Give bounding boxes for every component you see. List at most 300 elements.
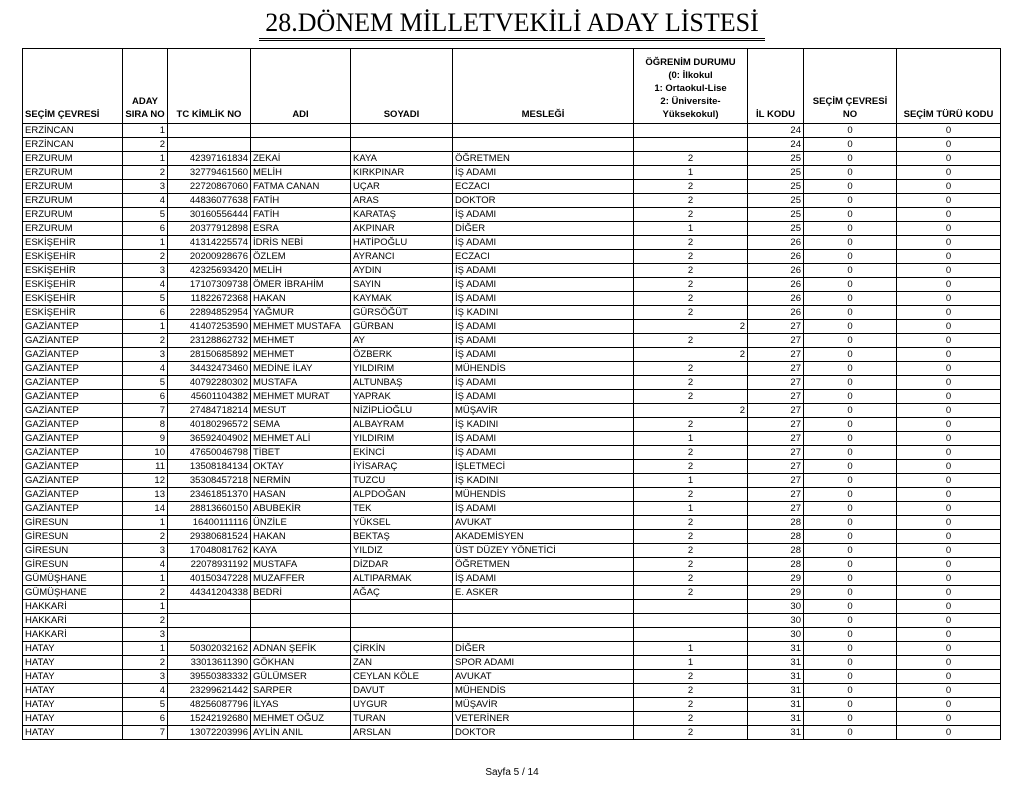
table-row <box>23 208 1001 222</box>
cell-il-kodu: 30 <box>748 614 804 628</box>
cell-adi: ÖZLEM <box>251 250 351 264</box>
cell-tc-kimlik-no: 17107309738 <box>168 278 251 292</box>
cell-il-kodu: 30 <box>748 628 804 642</box>
cell-tc-kimlik-no: 47650046798 <box>168 446 251 460</box>
cell-secim-cevresi: HAKKARİ <box>23 600 123 614</box>
page-footer: Sayfa 5 / 14 <box>485 767 539 778</box>
cell-ogrenim-durumu: 2 <box>634 208 748 222</box>
cell-secim-cevresi-no: 0 <box>804 628 897 642</box>
cell-meslegi: İŞ ADAMI <box>453 572 634 586</box>
table-row <box>23 292 1001 306</box>
cell-secim-cevresi: GİRESUN <box>23 516 123 530</box>
cell-meslegi: İŞ ADAMI <box>453 376 634 390</box>
table-row <box>23 390 1001 404</box>
cell-aday-sira-no: 6 <box>123 306 168 320</box>
cell-meslegi: İŞ ADAMI <box>453 278 634 292</box>
cell-secim-cevresi-no: 0 <box>804 306 897 320</box>
cell-soyadi: YÜKSEL <box>351 516 453 530</box>
cell-secim-cevresi: HAKKARİ <box>23 614 123 628</box>
cell-aday-sira-no: 5 <box>123 698 168 712</box>
cell-il-kodu: 27 <box>748 348 804 362</box>
cell-soyadi: ALTIPARMAK <box>351 572 453 586</box>
cell-adi: MELİH <box>251 264 351 278</box>
cell-aday-sira-no: 2 <box>123 586 168 600</box>
cell-tc-kimlik-no: 23461851370 <box>168 488 251 502</box>
cell-ogrenim-durumu: 2 <box>634 250 748 264</box>
cell-adi: GÜLÜMSER <box>251 670 351 684</box>
cell-il-kodu: 28 <box>748 558 804 572</box>
cell-aday-sira-no: 1 <box>123 642 168 656</box>
header-il-kodu: İL KODU <box>748 49 804 124</box>
cell-soyadi: DAVUT <box>351 684 453 698</box>
cell-tc-kimlik-no: 42325693420 <box>168 264 251 278</box>
cell-adi: MEHMET MURAT <box>251 390 351 404</box>
cell-adi: HAKAN <box>251 292 351 306</box>
table-row <box>23 446 1001 460</box>
cell-il-kodu: 30 <box>748 600 804 614</box>
cell-aday-sira-no: 1 <box>123 236 168 250</box>
cell-adi: YAĞMUR <box>251 306 351 320</box>
cell-ogrenim-durumu: 1 <box>634 642 748 656</box>
cell-secim-cevresi-no: 0 <box>804 264 897 278</box>
cell-ogrenim-durumu <box>634 600 748 614</box>
cell-secim-cevresi-no: 0 <box>804 726 897 740</box>
cell-adi <box>251 138 351 152</box>
cell-secim-cevresi-no: 0 <box>804 194 897 208</box>
cell-il-kodu: 26 <box>748 306 804 320</box>
cell-soyadi: UÇAR <box>351 180 453 194</box>
cell-soyadi: CEYLAN KÖLE <box>351 670 453 684</box>
cell-ogrenim-durumu: 2 <box>634 306 748 320</box>
cell-soyadi: ÖZBERK <box>351 348 453 362</box>
cell-tc-kimlik-no <box>168 614 251 628</box>
cell-aday-sira-no: 9 <box>123 432 168 446</box>
cell-il-kodu: 31 <box>748 726 804 740</box>
cell-secim-cevresi-no: 0 <box>804 684 897 698</box>
cell-meslegi: AVUKAT <box>453 670 634 684</box>
cell-secim-cevresi: GAZİANTEP <box>23 460 123 474</box>
cell-secim-cevresi-no: 0 <box>804 670 897 684</box>
cell-il-kodu: 25 <box>748 152 804 166</box>
cell-secim-cevresi: ERZURUM <box>23 180 123 194</box>
table-row <box>23 712 1001 726</box>
cell-secim-cevresi: GAZİANTEP <box>23 446 123 460</box>
cell-tc-kimlik-no: 13508184134 <box>168 460 251 474</box>
cell-meslegi: İŞ KADINI <box>453 474 634 488</box>
cell-meslegi: İŞ ADAMI <box>453 334 634 348</box>
cell-ogrenim-durumu: 2 <box>634 152 748 166</box>
cell-adi: HASAN <box>251 488 351 502</box>
cell-secim-cevresi-no: 0 <box>804 208 897 222</box>
cell-secim-turu-kodu: 0 <box>897 208 1001 222</box>
cell-il-kodu: 31 <box>748 670 804 684</box>
cell-secim-cevresi-no: 0 <box>804 460 897 474</box>
cell-aday-sira-no: 2 <box>123 166 168 180</box>
cell-secim-turu-kodu: 0 <box>897 166 1001 180</box>
cell-secim-turu-kodu: 0 <box>897 572 1001 586</box>
cell-secim-cevresi-no: 0 <box>804 320 897 334</box>
cell-meslegi: MÜŞAVİR <box>453 698 634 712</box>
cell-secim-turu-kodu: 0 <box>897 502 1001 516</box>
cell-secim-cevresi: GİRESUN <box>23 544 123 558</box>
cell-secim-cevresi-no: 0 <box>804 292 897 306</box>
cell-ogrenim-durumu: 2 <box>634 348 748 362</box>
cell-secim-cevresi-no: 0 <box>804 530 897 544</box>
cell-meslegi: DOKTOR <box>453 726 634 740</box>
cell-secim-cevresi-no: 0 <box>804 166 897 180</box>
cell-il-kodu: 27 <box>748 376 804 390</box>
cell-soyadi: ZAN <box>351 656 453 670</box>
cell-adi: MUSTAFA <box>251 558 351 572</box>
table-row <box>23 586 1001 600</box>
cell-il-kodu: 26 <box>748 236 804 250</box>
cell-il-kodu: 29 <box>748 586 804 600</box>
cell-soyadi: YILDIRIM <box>351 432 453 446</box>
cell-secim-cevresi-no: 0 <box>804 348 897 362</box>
cell-soyadi <box>351 138 453 152</box>
cell-secim-cevresi: HATAY <box>23 642 123 656</box>
table-row <box>23 628 1001 642</box>
cell-secim-turu-kodu: 0 <box>897 670 1001 684</box>
cell-aday-sira-no: 12 <box>123 474 168 488</box>
table-row <box>23 166 1001 180</box>
cell-aday-sira-no: 4 <box>123 362 168 376</box>
table-row <box>23 544 1001 558</box>
cell-adi: BEDRİ <box>251 586 351 600</box>
cell-secim-cevresi: GAZİANTEP <box>23 390 123 404</box>
header-aday-line1: ADAY <box>131 96 159 107</box>
table-row <box>23 334 1001 348</box>
cell-meslegi: İŞ ADAMI <box>453 320 634 334</box>
cell-secim-turu-kodu: 0 <box>897 516 1001 530</box>
cell-il-kodu: 24 <box>748 138 804 152</box>
cell-secim-turu-kodu: 0 <box>897 614 1001 628</box>
cell-aday-sira-no: 4 <box>123 194 168 208</box>
cell-tc-kimlik-no: 20377912898 <box>168 222 251 236</box>
cell-secim-turu-kodu: 0 <box>897 558 1001 572</box>
cell-secim-turu-kodu: 0 <box>897 222 1001 236</box>
cell-ogrenim-durumu <box>634 138 748 152</box>
cell-secim-cevresi: GAZİANTEP <box>23 348 123 362</box>
cell-secim-cevresi: HATAY <box>23 712 123 726</box>
cell-secim-turu-kodu: 0 <box>897 362 1001 376</box>
cell-meslegi: İŞ KADINI <box>453 418 634 432</box>
cell-ogrenim-durumu: 1 <box>634 432 748 446</box>
cell-ogrenim-durumu: 1 <box>634 166 748 180</box>
cell-tc-kimlik-no: 20200928676 <box>168 250 251 264</box>
table-row <box>23 180 1001 194</box>
cell-tc-kimlik-no: 22894852954 <box>168 306 251 320</box>
cell-adi: MEHMET <box>251 348 351 362</box>
cell-aday-sira-no: 1 <box>123 600 168 614</box>
table-row <box>23 124 1001 138</box>
cell-il-kodu: 27 <box>748 404 804 418</box>
cell-aday-sira-no: 1 <box>123 320 168 334</box>
cell-secim-cevresi: ERZİNCAN <box>23 138 123 152</box>
cell-tc-kimlik-no: 40180296572 <box>168 418 251 432</box>
cell-soyadi: TEK <box>351 502 453 516</box>
cell-il-kodu: 29 <box>748 572 804 586</box>
cell-il-kodu: 24 <box>748 124 804 138</box>
table-row <box>23 558 1001 572</box>
cell-aday-sira-no: 2 <box>123 530 168 544</box>
cell-meslegi: MÜŞAVİR <box>453 404 634 418</box>
cell-secim-cevresi-no: 0 <box>804 516 897 530</box>
cell-secim-turu-kodu: 0 <box>897 306 1001 320</box>
cell-secim-cevresi: GİRESUN <box>23 530 123 544</box>
cell-tc-kimlik-no: 35308457218 <box>168 474 251 488</box>
cell-aday-sira-no: 13 <box>123 488 168 502</box>
cell-secim-turu-kodu: 0 <box>897 334 1001 348</box>
cell-ogrenim-durumu: 1 <box>634 474 748 488</box>
cell-soyadi <box>351 614 453 628</box>
cell-secim-cevresi-no: 0 <box>804 586 897 600</box>
cell-secim-cevresi-no: 0 <box>804 600 897 614</box>
cell-adi: ADNAN ŞEFİK <box>251 642 351 656</box>
cell-soyadi: ALPDOĞAN <box>351 488 453 502</box>
cell-secim-cevresi: ERZURUM <box>23 222 123 236</box>
cell-secim-cevresi: ESKİŞEHİR <box>23 236 123 250</box>
cell-secim-cevresi: HATAY <box>23 726 123 740</box>
cell-tc-kimlik-no <box>168 628 251 642</box>
cell-adi: FATİH <box>251 194 351 208</box>
cell-secim-turu-kodu: 0 <box>897 404 1001 418</box>
cell-aday-sira-no: 7 <box>123 726 168 740</box>
cell-soyadi <box>351 628 453 642</box>
cell-secim-cevresi-no: 0 <box>804 558 897 572</box>
cell-meslegi: İŞ ADAMI <box>453 264 634 278</box>
cell-secim-cevresi: ERZİNCAN <box>23 124 123 138</box>
table-row <box>23 656 1001 670</box>
cell-ogrenim-durumu: 2 <box>634 292 748 306</box>
cell-secim-turu-kodu: 0 <box>897 264 1001 278</box>
cell-meslegi: ECZACI <box>453 250 634 264</box>
cell-ogrenim-durumu: 2 <box>634 670 748 684</box>
cell-soyadi: HATİPOĞLU <box>351 236 453 250</box>
cell-secim-turu-kodu: 0 <box>897 292 1001 306</box>
cell-secim-cevresi: GAZİANTEP <box>23 404 123 418</box>
cell-adi: ZEKAİ <box>251 152 351 166</box>
cell-ogrenim-durumu: 2 <box>634 586 748 600</box>
header-ogrenim-line3: 1: Ortaokul-Lise <box>654 83 727 94</box>
cell-secim-cevresi-no: 0 <box>804 138 897 152</box>
table-row <box>23 516 1001 530</box>
cell-secim-cevresi-no: 0 <box>804 362 897 376</box>
cell-adi: FATMA CANAN <box>251 180 351 194</box>
cell-adi: MUSTAFA <box>251 376 351 390</box>
cell-secim-turu-kodu: 0 <box>897 320 1001 334</box>
table-row <box>23 376 1001 390</box>
cell-soyadi: AKPINAR <box>351 222 453 236</box>
cell-aday-sira-no: 14 <box>123 502 168 516</box>
cell-meslegi: İŞ ADAMI <box>453 166 634 180</box>
cell-secim-turu-kodu: 0 <box>897 418 1001 432</box>
cell-meslegi: İŞ ADAMI <box>453 236 634 250</box>
cell-secim-turu-kodu: 0 <box>897 600 1001 614</box>
table-row <box>23 572 1001 586</box>
cell-secim-cevresi-no: 0 <box>804 222 897 236</box>
header-meslegi: MESLEĞİ <box>453 49 634 124</box>
cell-secim-cevresi: HATAY <box>23 656 123 670</box>
cell-secim-cevresi-no: 0 <box>804 376 897 390</box>
cell-tc-kimlik-no: 33013611390 <box>168 656 251 670</box>
cell-meslegi: İŞ ADAMI <box>453 502 634 516</box>
cell-adi: NERMİN <box>251 474 351 488</box>
cell-secim-turu-kodu: 0 <box>897 460 1001 474</box>
cell-soyadi: İYİSARAÇ <box>351 460 453 474</box>
cell-il-kodu: 28 <box>748 544 804 558</box>
cell-secim-cevresi-no: 0 <box>804 180 897 194</box>
cell-aday-sira-no: 1 <box>123 152 168 166</box>
cell-soyadi: YAPRAK <box>351 390 453 404</box>
cell-adi <box>251 614 351 628</box>
header-ogrenim-durumu <box>634 49 748 124</box>
cell-meslegi: AKADEMİSYEN <box>453 530 634 544</box>
cell-ogrenim-durumu: 2 <box>634 320 748 334</box>
cell-secim-cevresi: ERZURUM <box>23 166 123 180</box>
cell-tc-kimlik-no: 23299621442 <box>168 684 251 698</box>
table-row <box>23 614 1001 628</box>
cell-meslegi: VETERİNER <box>453 712 634 726</box>
cell-soyadi: NİZİPLİOĞLU <box>351 404 453 418</box>
cell-tc-kimlik-no: 42397161834 <box>168 152 251 166</box>
cell-meslegi: ÖĞRETMEN <box>453 152 634 166</box>
cell-secim-cevresi: GAZİANTEP <box>23 376 123 390</box>
header-aday-line2: SIRA NO <box>125 109 165 120</box>
cell-aday-sira-no: 6 <box>123 222 168 236</box>
cell-secim-turu-kodu: 0 <box>897 138 1001 152</box>
cell-ogrenim-durumu: 2 <box>634 278 748 292</box>
cell-meslegi: ÖĞRETMEN <box>453 558 634 572</box>
cell-ogrenim-durumu: 1 <box>634 656 748 670</box>
cell-soyadi: KAYMAK <box>351 292 453 306</box>
table-row <box>23 264 1001 278</box>
cell-adi: MEDİNE İLAY <box>251 362 351 376</box>
header-ogrenim-line2: (0: İlkokul <box>668 70 713 81</box>
cell-il-kodu: 31 <box>748 712 804 726</box>
cell-adi <box>251 124 351 138</box>
cell-secim-cevresi-no: 0 <box>804 278 897 292</box>
cell-adi: ABUBEKİR <box>251 502 351 516</box>
cell-secim-cevresi: HAKKARİ <box>23 628 123 642</box>
table-row <box>23 404 1001 418</box>
cell-secim-cevresi: GAZİANTEP <box>23 502 123 516</box>
cell-soyadi <box>351 600 453 614</box>
cell-il-kodu: 27 <box>748 432 804 446</box>
cell-secim-turu-kodu: 0 <box>897 446 1001 460</box>
table-row <box>23 530 1001 544</box>
cell-secim-cevresi: GAZİANTEP <box>23 418 123 432</box>
cell-meslegi: SPOR ADAMI <box>453 656 634 670</box>
table-body <box>23 124 1001 740</box>
header-ogrenim-line1: ÖĞRENİM DURUMU <box>645 57 736 68</box>
cell-secim-cevresi: ESKİŞEHİR <box>23 264 123 278</box>
cell-aday-sira-no: 1 <box>123 572 168 586</box>
cell-il-kodu: 26 <box>748 250 804 264</box>
table-row <box>23 642 1001 656</box>
cell-soyadi: KAYA <box>351 152 453 166</box>
cell-ogrenim-durumu: 2 <box>634 488 748 502</box>
cell-adi: MEHMET <box>251 334 351 348</box>
cell-tc-kimlik-no: 41314225574 <box>168 236 251 250</box>
cell-secim-turu-kodu: 0 <box>897 390 1001 404</box>
table-row <box>23 670 1001 684</box>
cell-aday-sira-no: 3 <box>123 628 168 642</box>
cell-il-kodu: 28 <box>748 516 804 530</box>
cell-il-kodu: 25 <box>748 222 804 236</box>
cell-ogrenim-durumu: 2 <box>634 530 748 544</box>
cell-tc-kimlik-no: 41407253590 <box>168 320 251 334</box>
cell-secim-turu-kodu: 0 <box>897 180 1001 194</box>
cell-ogrenim-durumu: 2 <box>634 572 748 586</box>
cell-aday-sira-no: 3 <box>123 264 168 278</box>
cell-secim-cevresi: HATAY <box>23 684 123 698</box>
cell-tc-kimlik-no: 16400111116 <box>168 516 251 530</box>
cell-il-kodu: 27 <box>748 334 804 348</box>
cell-il-kodu: 31 <box>748 684 804 698</box>
cell-adi: FATİH <box>251 208 351 222</box>
cell-ogrenim-durumu: 2 <box>634 390 748 404</box>
cell-meslegi: İŞ ADAMI <box>453 348 634 362</box>
cell-secim-cevresi-no: 0 <box>804 502 897 516</box>
cell-ogrenim-durumu: 2 <box>634 698 748 712</box>
cell-ogrenim-durumu: 2 <box>634 544 748 558</box>
cell-tc-kimlik-no: 45601104382 <box>168 390 251 404</box>
table-row <box>23 222 1001 236</box>
cell-adi: HAKAN <box>251 530 351 544</box>
cell-meslegi: İŞ ADAMI <box>453 292 634 306</box>
cell-ogrenim-durumu: 2 <box>634 684 748 698</box>
cell-il-kodu: 27 <box>748 418 804 432</box>
cell-soyadi: YILDIZ <box>351 544 453 558</box>
cell-secim-turu-kodu: 0 <box>897 278 1001 292</box>
cell-aday-sira-no: 10 <box>123 446 168 460</box>
cell-il-kodu: 27 <box>748 460 804 474</box>
cell-meslegi: MÜHENDİS <box>453 488 634 502</box>
table-row <box>23 320 1001 334</box>
cell-secim-cevresi-no: 0 <box>804 446 897 460</box>
header-soyadi: SOYADI <box>351 49 453 124</box>
cell-secim-cevresi: GAZİANTEP <box>23 362 123 376</box>
table-row <box>23 432 1001 446</box>
cell-il-kodu: 27 <box>748 488 804 502</box>
cell-meslegi <box>453 628 634 642</box>
cell-meslegi: MÜHENDİS <box>453 362 634 376</box>
cell-aday-sira-no: 3 <box>123 544 168 558</box>
cell-adi: MELİH <box>251 166 351 180</box>
table-row <box>23 306 1001 320</box>
cell-soyadi: AY <box>351 334 453 348</box>
cell-meslegi: ÜST DÜZEY YÖNETİCİ <box>453 544 634 558</box>
cell-tc-kimlik-no: 28150685892 <box>168 348 251 362</box>
cell-tc-kimlik-no: 30160556444 <box>168 208 251 222</box>
cell-secim-cevresi-no: 0 <box>804 474 897 488</box>
cell-tc-kimlik-no: 44836077638 <box>168 194 251 208</box>
cell-ogrenim-durumu <box>634 124 748 138</box>
cell-aday-sira-no: 6 <box>123 390 168 404</box>
cell-adi: MEHMET ALİ <box>251 432 351 446</box>
cell-soyadi: KARATAŞ <box>351 208 453 222</box>
cell-soyadi: ALTUNBAŞ <box>351 376 453 390</box>
header-aday-sira-no <box>123 49 168 124</box>
cell-meslegi <box>453 614 634 628</box>
cell-secim-cevresi-no: 0 <box>804 614 897 628</box>
table-row <box>23 250 1001 264</box>
cell-meslegi: ECZACI <box>453 180 634 194</box>
cell-soyadi: ARAS <box>351 194 453 208</box>
cell-ogrenim-durumu: 2 <box>634 236 748 250</box>
cell-il-kodu: 26 <box>748 292 804 306</box>
